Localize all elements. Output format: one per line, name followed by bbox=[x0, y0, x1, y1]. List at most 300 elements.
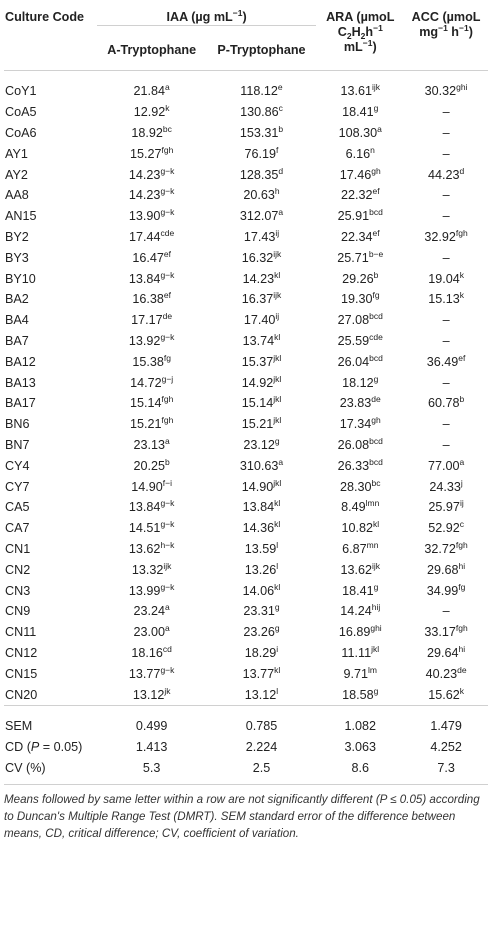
ara-cell bbox=[316, 622, 404, 643]
p-tryptophane-cell bbox=[207, 206, 317, 227]
ara-cell-letters: ijk bbox=[372, 82, 381, 93]
p-tryptophane-cell-letters: jkl bbox=[273, 373, 282, 384]
a-tryptophane-cell bbox=[97, 289, 207, 310]
a-tryptophane-cell-letters: cd bbox=[162, 643, 172, 654]
stat-a-cell-value: 1.413 bbox=[135, 740, 168, 755]
p-tryptophane-cell bbox=[207, 351, 317, 372]
stat-acc-cell-value: 4.252 bbox=[430, 740, 462, 755]
header-iaa-end: ) bbox=[242, 10, 247, 24]
ara-cell bbox=[316, 580, 404, 601]
ara-cell bbox=[316, 393, 404, 414]
table-row bbox=[4, 643, 488, 664]
p-tryptophane-cell bbox=[207, 289, 317, 310]
p-tryptophane-cell bbox=[207, 435, 317, 456]
ara-cell bbox=[316, 268, 404, 289]
acc-cell-value: 33.17 bbox=[424, 625, 456, 640]
ara-cell bbox=[316, 102, 404, 123]
p-tryptophane-cell bbox=[207, 372, 317, 393]
a-tryptophane-cell-value: 16.38 bbox=[132, 292, 164, 307]
p-tryptophane-cell bbox=[207, 185, 317, 206]
a-tryptophane-cell bbox=[97, 601, 207, 622]
stat-acc-cell-value: 7.3 bbox=[437, 760, 455, 775]
culture-code-cell-value: BY2 bbox=[5, 229, 29, 244]
a-tryptophane-cell-value: 23.00 bbox=[133, 625, 166, 640]
p-tryptophane-cell-value: 15.21 bbox=[241, 417, 274, 432]
acc-cell-letters: ij bbox=[459, 498, 464, 509]
culture-code-cell bbox=[4, 123, 97, 144]
table-row bbox=[4, 351, 488, 372]
a-tryptophane-cell-letters: de bbox=[162, 311, 173, 322]
acc-cell-value: – bbox=[442, 375, 450, 390]
acc-cell-value: – bbox=[442, 417, 450, 432]
a-tryptophane-cell-value: 14.51 bbox=[128, 521, 161, 536]
p-tryptophane-cell-value: 14.92 bbox=[241, 375, 274, 390]
a-tryptophane-cell-letters: g−j bbox=[161, 373, 174, 384]
culture-code-cell-value: BN6 bbox=[5, 417, 30, 432]
culture-code-cell-value: CoA5 bbox=[5, 105, 37, 120]
a-tryptophane-cell bbox=[97, 622, 207, 643]
p-tryptophane-cell-value: 76.19 bbox=[244, 146, 277, 161]
ara-cell bbox=[316, 289, 404, 310]
header-iaa bbox=[97, 0, 317, 26]
a-tryptophane-cell-value: 20.25 bbox=[133, 458, 166, 473]
p-tryptophane-cell-letters: ijk bbox=[273, 248, 282, 259]
acc-cell-value: 25.97 bbox=[428, 500, 460, 515]
acc-cell bbox=[404, 331, 488, 352]
culture-code-cell bbox=[4, 393, 97, 414]
p-tryptophane-cell bbox=[207, 227, 317, 248]
a-tryptophane-cell-value: 14.90 bbox=[131, 479, 163, 494]
header-p-tryptophane: P-Tryptophane bbox=[207, 26, 317, 71]
a-tryptophane-cell-letters: fgh bbox=[161, 144, 174, 155]
table-row bbox=[4, 247, 488, 268]
acc-cell bbox=[404, 518, 488, 539]
stat-row bbox=[4, 705, 488, 736]
table-row bbox=[4, 684, 488, 705]
culture-code-cell-value: BA13 bbox=[5, 375, 36, 390]
ara-cell-value: 25.91 bbox=[337, 209, 370, 224]
culture-code-cell-value: CY7 bbox=[5, 479, 30, 494]
acc-cell bbox=[404, 247, 488, 268]
acc-cell-letters: fgh bbox=[455, 227, 468, 238]
stat-p-cell bbox=[207, 705, 317, 736]
a-tryptophane-cell bbox=[97, 414, 207, 435]
a-tryptophane-cell bbox=[97, 643, 207, 664]
ara-cell-letters: g bbox=[373, 685, 379, 696]
ara-cell bbox=[316, 185, 404, 206]
ara-cell-value: 25.71 bbox=[337, 250, 369, 265]
p-tryptophane-cell-value: 13.26 bbox=[244, 562, 277, 577]
table-row bbox=[4, 372, 488, 393]
table-row bbox=[4, 497, 488, 518]
a-tryptophane-cell-letters: g−k bbox=[160, 331, 175, 342]
a-tryptophane-cell bbox=[97, 71, 207, 102]
stat-row bbox=[4, 758, 488, 785]
ara-cell-letters: bc bbox=[371, 477, 381, 488]
culture-code-cell bbox=[4, 206, 97, 227]
a-tryptophane-cell bbox=[97, 331, 207, 352]
acc-cell-letters: b bbox=[459, 394, 465, 405]
header-acc-end: ) bbox=[468, 25, 473, 39]
ara-cell-value: 18.41 bbox=[342, 105, 374, 120]
acc-cell bbox=[404, 476, 488, 497]
a-tryptophane-cell-value: 13.77 bbox=[128, 666, 161, 681]
a-tryptophane-cell-value: 17.44 bbox=[129, 229, 161, 244]
p-tryptophane-cell-value: 13.12 bbox=[244, 687, 277, 702]
ara-cell-letters: n bbox=[370, 144, 375, 155]
a-tryptophane-cell-letters: a bbox=[165, 82, 170, 93]
acc-cell bbox=[404, 351, 488, 372]
acc-cell-letters: c bbox=[459, 519, 464, 530]
p-tryptophane-cell-letters: kl bbox=[274, 581, 281, 592]
ara-cell bbox=[316, 143, 404, 164]
ara-cell-value: 13.62 bbox=[340, 562, 372, 577]
acc-cell-value: 52.92 bbox=[428, 521, 460, 536]
ara-cell bbox=[316, 206, 404, 227]
p-tryptophane-cell-letters: kl bbox=[274, 498, 281, 509]
ara-cell bbox=[316, 518, 404, 539]
p-tryptophane-cell-value: 13.74 bbox=[242, 333, 275, 348]
a-tryptophane-cell-letters: g−k bbox=[160, 207, 175, 218]
p-tryptophane-cell-value: 13.77 bbox=[242, 666, 275, 681]
table-row bbox=[4, 102, 488, 123]
ara-cell-letters: gh bbox=[371, 165, 381, 176]
a-tryptophane-cell-letters: cde bbox=[160, 227, 175, 238]
ara-cell-letters: b bbox=[373, 269, 379, 280]
ara-cell bbox=[316, 435, 404, 456]
p-tryptophane-cell-letters: kl bbox=[274, 664, 281, 675]
p-tryptophane-cell-value: 312.07 bbox=[239, 209, 279, 224]
p-tryptophane-cell bbox=[207, 622, 317, 643]
acc-cell bbox=[404, 622, 488, 643]
a-tryptophane-cell-value: 15.21 bbox=[129, 417, 162, 432]
table-row bbox=[4, 185, 488, 206]
stat-p-cell bbox=[207, 737, 317, 758]
ara-cell bbox=[316, 684, 404, 705]
ara-cell bbox=[316, 497, 404, 518]
p-tryptophane-cell-value: 128.35 bbox=[239, 167, 279, 182]
p-tryptophane-cell bbox=[207, 643, 317, 664]
a-tryptophane-cell bbox=[97, 372, 207, 393]
a-tryptophane-cell bbox=[97, 247, 207, 268]
header-acc-h: h bbox=[447, 25, 460, 39]
a-tryptophane-cell-value: 18.16 bbox=[131, 645, 163, 660]
table-row bbox=[4, 393, 488, 414]
culture-code-cell-value: AA8 bbox=[5, 188, 29, 203]
header-ara-sup2: −1 bbox=[362, 38, 373, 48]
acc-cell-value: 24.33 bbox=[429, 479, 461, 494]
table-row bbox=[4, 580, 488, 601]
p-tryptophane-cell-value: 16.37 bbox=[241, 292, 274, 307]
ara-cell-value: 29.26 bbox=[342, 271, 374, 286]
stat-ara-cell bbox=[316, 737, 404, 758]
p-tryptophane-cell-letters: jkl bbox=[273, 352, 282, 363]
ara-cell-letters: gh bbox=[371, 415, 381, 426]
culture-code-cell bbox=[4, 497, 97, 518]
a-tryptophane-cell-value: 18.92 bbox=[131, 125, 163, 140]
a-tryptophane-cell bbox=[97, 143, 207, 164]
a-tryptophane-cell-value: 17.17 bbox=[131, 313, 163, 328]
culture-code-cell bbox=[4, 227, 97, 248]
culture-code-cell bbox=[4, 435, 97, 456]
ara-cell-letters: de bbox=[371, 394, 381, 405]
a-tryptophane-cell-value: 12.92 bbox=[133, 105, 166, 120]
acc-cell bbox=[404, 185, 488, 206]
table-row bbox=[4, 663, 488, 684]
header-ara-end: ) bbox=[372, 40, 377, 54]
culture-code-cell-value: CN12 bbox=[5, 645, 38, 660]
acc-cell bbox=[404, 559, 488, 580]
p-tryptophane-cell-letters: l bbox=[276, 539, 279, 550]
a-tryptophane-cell-value: 13.62 bbox=[128, 541, 161, 556]
culture-code-cell-value: CA7 bbox=[5, 521, 30, 536]
p-tryptophane-cell-letters: kl bbox=[274, 269, 281, 280]
p-tryptophane-cell-value: 153.31 bbox=[239, 125, 279, 140]
culture-code-cell-value: BY10 bbox=[5, 271, 36, 286]
header-ara-sub1: 2 bbox=[346, 31, 352, 41]
p-tryptophane-cell-value: 14.23 bbox=[242, 271, 275, 286]
ara-cell bbox=[316, 643, 404, 664]
culture-code-cell bbox=[4, 414, 97, 435]
p-tryptophane-cell-value: 118.12 bbox=[240, 84, 278, 99]
ara-cell-value: 17.34 bbox=[339, 417, 372, 432]
p-tryptophane-cell bbox=[207, 164, 317, 185]
acc-cell-value: 34.99 bbox=[426, 583, 459, 598]
ara-cell-letters: kl bbox=[372, 519, 380, 530]
table-row bbox=[4, 227, 488, 248]
acc-cell bbox=[404, 393, 488, 414]
table-row bbox=[4, 518, 488, 539]
acc-cell bbox=[404, 206, 488, 227]
p-tryptophane-cell bbox=[207, 663, 317, 684]
a-tryptophane-cell-letters: a bbox=[165, 623, 170, 634]
acc-cell-letters: a bbox=[459, 456, 465, 467]
stat-label: CV (%) bbox=[4, 758, 97, 785]
a-tryptophane-cell bbox=[97, 684, 207, 705]
p-tryptophane-cell-letters: jkl bbox=[273, 415, 282, 426]
acc-cell bbox=[404, 663, 488, 684]
culture-code-cell-value: CA5 bbox=[5, 500, 30, 515]
header-iaa-sup: −1 bbox=[232, 8, 243, 18]
acc-cell bbox=[404, 102, 488, 123]
acc-cell-letters: hi bbox=[458, 643, 466, 654]
ara-cell-letters: fg bbox=[372, 290, 380, 301]
stat-label bbox=[4, 737, 97, 758]
a-tryptophane-cell-value: 13.32 bbox=[131, 562, 164, 577]
acc-cell-letters: k bbox=[459, 269, 464, 280]
p-tryptophane-cell bbox=[207, 518, 317, 539]
a-tryptophane-cell-letters: ef bbox=[163, 290, 171, 301]
table-row bbox=[4, 476, 488, 497]
ara-cell bbox=[316, 164, 404, 185]
a-tryptophane-cell bbox=[97, 518, 207, 539]
culture-code-cell-value: CN3 bbox=[5, 583, 31, 598]
ara-cell bbox=[316, 227, 404, 248]
acc-cell-value: 44.23 bbox=[427, 167, 460, 182]
table-row bbox=[4, 289, 488, 310]
a-tryptophane-cell bbox=[97, 268, 207, 289]
header-ara-sub2: 2 bbox=[360, 31, 366, 41]
a-tryptophane-cell bbox=[97, 310, 207, 331]
stat-a-cell-value: 5.3 bbox=[142, 760, 161, 775]
culture-code-cell-value: BA2 bbox=[5, 292, 29, 307]
ara-cell bbox=[316, 559, 404, 580]
ara-cell-value: 26.04 bbox=[337, 354, 370, 369]
p-tryptophane-cell bbox=[207, 393, 317, 414]
stat-ara-cell bbox=[316, 705, 404, 736]
ara-cell-value: 16.89 bbox=[338, 625, 371, 640]
a-tryptophane-cell-letters: ijk bbox=[163, 560, 172, 571]
ara-cell-letters: hij bbox=[371, 602, 381, 613]
a-tryptophane-cell-value: 14.23 bbox=[128, 167, 161, 182]
acc-cell bbox=[404, 455, 488, 476]
table-row bbox=[4, 331, 488, 352]
acc-cell-value: 15.13 bbox=[428, 292, 460, 307]
p-tryptophane-cell-letters: a bbox=[278, 456, 284, 467]
acc-cell-value: 32.92 bbox=[424, 229, 456, 244]
ara-cell-value: 6.16 bbox=[345, 146, 371, 161]
acc-cell bbox=[404, 414, 488, 435]
ara-cell-letters: a bbox=[377, 123, 382, 134]
a-tryptophane-cell bbox=[97, 476, 207, 497]
a-tryptophane-cell bbox=[97, 539, 207, 560]
ara-cell-letters: bcd bbox=[369, 207, 383, 218]
ara-cell-value: 8.49 bbox=[341, 500, 366, 515]
ara-cell-letters: jkl bbox=[371, 643, 380, 654]
p-tryptophane-cell-letters: jkl bbox=[273, 477, 282, 488]
acc-cell bbox=[404, 684, 488, 705]
acc-cell bbox=[404, 227, 488, 248]
p-tryptophane-cell bbox=[207, 601, 317, 622]
acc-cell-value: – bbox=[442, 188, 450, 203]
ara-cell-value: 18.58 bbox=[342, 687, 374, 702]
p-tryptophane-cell bbox=[207, 268, 317, 289]
a-tryptophane-cell bbox=[97, 393, 207, 414]
culture-code-cell-value: CY4 bbox=[5, 458, 30, 473]
p-tryptophane-cell-value: 23.31 bbox=[243, 604, 275, 619]
header-culture-code: Culture Code bbox=[5, 10, 85, 24]
acc-cell-letters: ef bbox=[458, 352, 466, 363]
table-row bbox=[4, 601, 488, 622]
acc-cell bbox=[404, 71, 488, 102]
culture-code-cell bbox=[4, 143, 97, 164]
stat-acc-cell bbox=[404, 737, 488, 758]
header-acc-mg: mg bbox=[419, 25, 439, 39]
p-tryptophane-cell-value: 14.06 bbox=[242, 583, 275, 598]
a-tryptophane-cell-letters: g−k bbox=[160, 498, 175, 509]
header-acc-line1: ACC (µmoL bbox=[411, 10, 481, 24]
stat-ara-cell-value: 3.063 bbox=[344, 740, 377, 755]
a-tryptophane-cell-value: 13.84 bbox=[128, 500, 161, 515]
acc-cell bbox=[404, 601, 488, 622]
p-tryptophane-cell-letters: ij bbox=[275, 311, 280, 322]
ara-cell-value: 6.87 bbox=[342, 541, 367, 556]
ara-cell bbox=[316, 601, 404, 622]
ara-cell-value: 26.33 bbox=[337, 458, 370, 473]
acc-cell-value: 29.64 bbox=[427, 645, 459, 660]
a-tryptophane-cell-value: 13.12 bbox=[132, 687, 165, 702]
ara-cell-value: 22.34 bbox=[340, 229, 373, 244]
culture-code-cell bbox=[4, 331, 97, 352]
stat-p-cell-value: 2.224 bbox=[245, 740, 278, 755]
a-tryptophane-cell bbox=[97, 663, 207, 684]
p-tryptophane-cell bbox=[207, 684, 317, 705]
a-tryptophane-cell-letters: b bbox=[165, 456, 170, 467]
acc-cell-letters: j bbox=[460, 477, 463, 488]
p-tryptophane-cell-value: 14.90 bbox=[241, 479, 274, 494]
a-tryptophane-cell-letters: g−k bbox=[160, 581, 175, 592]
ara-cell bbox=[316, 247, 404, 268]
a-tryptophane-cell-value: 15.38 bbox=[132, 354, 164, 369]
ara-cell bbox=[316, 331, 404, 352]
a-tryptophane-cell bbox=[97, 559, 207, 580]
culture-code-cell-value: CN9 bbox=[5, 604, 31, 619]
acc-cell-letters: hi bbox=[458, 560, 466, 571]
a-tryptophane-cell bbox=[97, 123, 207, 144]
p-tryptophane-cell bbox=[207, 102, 317, 123]
a-tryptophane-cell bbox=[97, 206, 207, 227]
ara-cell-value: 18.41 bbox=[342, 583, 374, 598]
culture-code-cell bbox=[4, 455, 97, 476]
ara-cell bbox=[316, 123, 404, 144]
culture-code-cell bbox=[4, 663, 97, 684]
culture-code-cell bbox=[4, 247, 97, 268]
stat-ara-cell bbox=[316, 758, 404, 785]
p-tryptophane-cell-letters: jkl bbox=[273, 394, 282, 405]
culture-code-cell bbox=[4, 559, 97, 580]
p-tryptophane-cell-letters: g bbox=[274, 602, 280, 613]
ara-cell-value: 19.30 bbox=[340, 292, 373, 307]
stat-p-cell-value: 2.5 bbox=[252, 760, 271, 775]
acc-cell-value: – bbox=[442, 146, 450, 161]
culture-code-cell bbox=[4, 102, 97, 123]
header-iaa-text: IAA (µg mL bbox=[166, 10, 233, 24]
ara-cell-value: 23.83 bbox=[339, 396, 372, 411]
ara-cell-letters: ijk bbox=[372, 560, 381, 571]
p-tryptophane-cell-value: 13.84 bbox=[242, 500, 275, 515]
a-tryptophane-cell-letters: fg bbox=[163, 352, 171, 363]
header-a-tryptophane: A-Tryptophane bbox=[97, 26, 207, 71]
acc-cell-letters: k bbox=[459, 290, 464, 301]
ara-cell-letters: g bbox=[373, 373, 379, 384]
culture-code-cell bbox=[4, 71, 97, 102]
results-table bbox=[4, 0, 488, 785]
header-acc-sup2: −1 bbox=[459, 23, 469, 33]
acc-cell-value: – bbox=[442, 437, 450, 452]
stat-p-cell bbox=[207, 758, 317, 785]
p-tryptophane-cell bbox=[207, 247, 317, 268]
stat-acc-cell bbox=[404, 758, 488, 785]
ara-cell-value: 9.71 bbox=[343, 666, 369, 681]
header-ara-h: H bbox=[351, 25, 361, 39]
culture-code-cell-value: AY1 bbox=[5, 146, 28, 161]
culture-code-cell-value: AY2 bbox=[5, 167, 28, 182]
header-ara-c: C bbox=[337, 25, 347, 39]
p-tryptophane-cell bbox=[207, 331, 317, 352]
p-tryptophane-cell-letters: b bbox=[278, 123, 284, 134]
table-row bbox=[4, 71, 488, 102]
culture-code-cell-value: CN2 bbox=[5, 562, 31, 577]
stat-a-cell bbox=[97, 737, 207, 758]
a-tryptophane-cell-letters: fgh bbox=[161, 394, 174, 405]
ara-cell-letters: g bbox=[373, 103, 379, 114]
stat-label-pre: CD ( bbox=[5, 740, 31, 755]
p-tryptophane-cell bbox=[207, 497, 317, 518]
culture-code-cell bbox=[4, 351, 97, 372]
acc-cell bbox=[404, 289, 488, 310]
table-body bbox=[4, 71, 488, 785]
p-tryptophane-cell-value: 15.14 bbox=[241, 396, 274, 411]
